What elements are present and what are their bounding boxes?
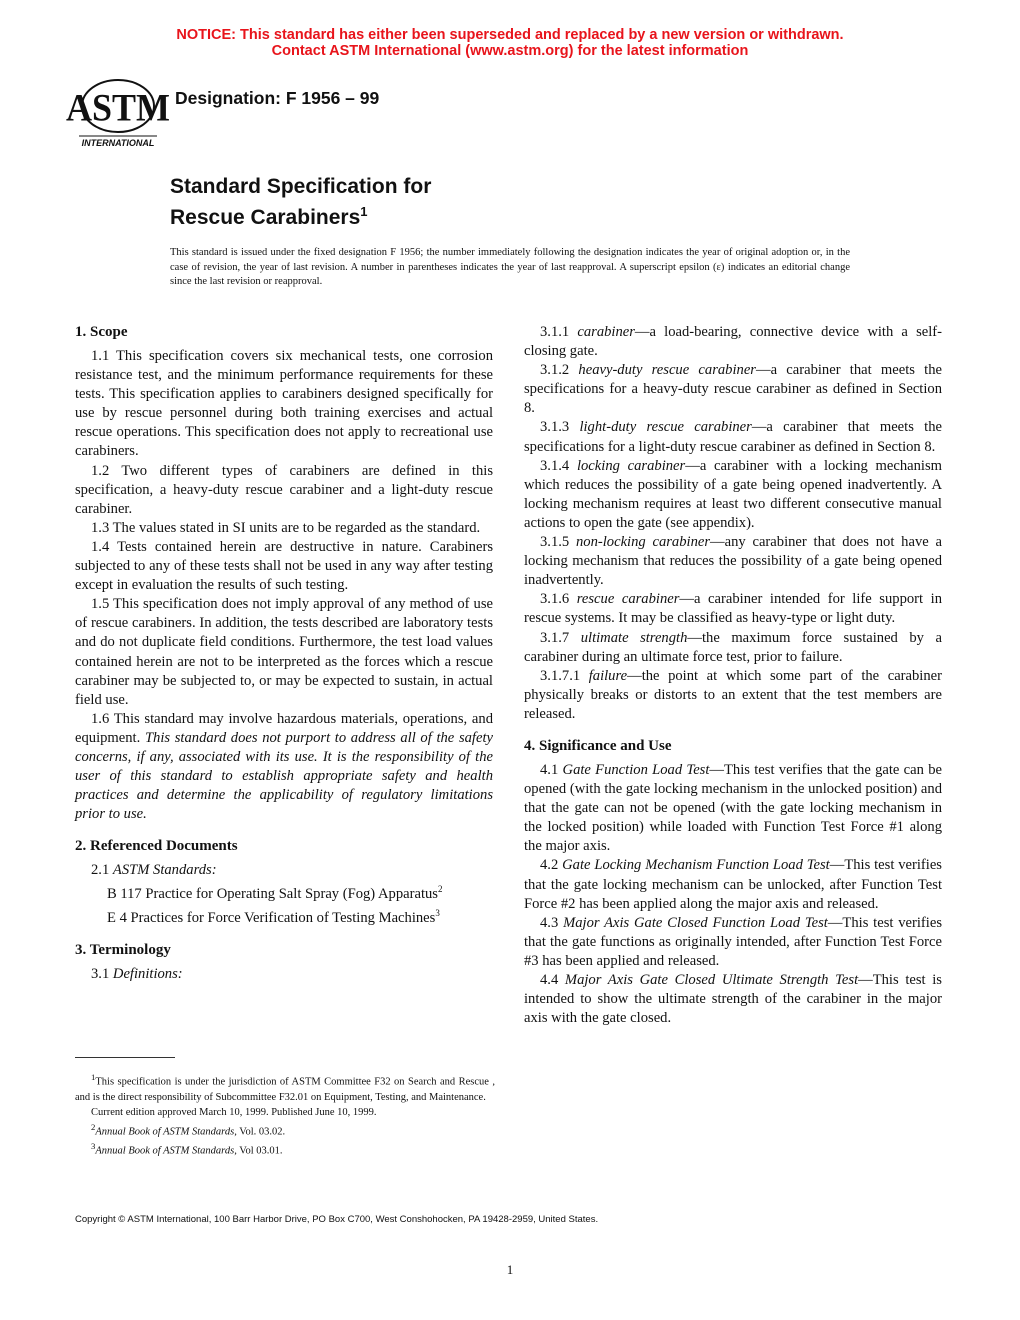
notice-line-1: NOTICE: This standard has either been superseded and replaced by a new version or withdrawn. [176,27,844,43]
paragraph-text: a carabiner intended for life support in rescue systems. It may be classified as heavy-type or light duty. [524,591,942,627]
astm-logo [66,76,170,148]
footnote [75,1139,495,1159]
paragraph: 4.2 Gate Locking Mechanism Function Load Test—This test verifies that the gate locking mechanism can be unlocked, after Function Test Force #2 has been applied along the major axis and released. [524,857,942,912]
withdrawn-notice [0,27,1020,59]
paragraph: 4.4 Major Axis Gate Closed Ultimate Strength Test—This test is intended to show the ultimate strength of the carabiner in the major axis with the gate closed. [524,972,942,1027]
section-number: 1.3 [91,519,110,536]
paragraph: 3.1.7 ultimate strength—the maximum force sustained by a carabiner during an ultimate force test, prior to failure. [524,629,942,665]
title-line-1: Standard Specification for [170,175,432,198]
paragraph [75,965,493,984]
paragraph-text: a carabiner that meets the specifications for a heavy-duty rescue carabiner as defined in Section 8. [524,362,942,417]
section-number: 3.1.3 [540,419,570,436]
defined-term: heavy-duty rescue carabiner [578,362,756,379]
paragraph-text: Two different types of carabiners are defined in this specification, a heavy-duty rescue carabiner and a light-duty rescue carabiner. [75,462,494,517]
paragraph-text: This test verifies that the gate locking mechanism can be unlocked, after Function Test Force #2 has been applied along the major axis and released. [524,857,942,912]
footnote-mark: 1 [91,1072,96,1082]
defined-term: Definitions: [112,966,183,983]
section-heading: 1. Scope [75,324,128,340]
defined-term: Gate Locking Mechanism Function Load Test [562,857,830,874]
reference-item [75,904,493,928]
defined-term: light-duty rescue carabiner [579,419,752,436]
logo-text: ASTM [66,85,170,130]
paragraph-text: Tests contained herein are destructive in nature. Carabiners subjected to any of these tests shall not be used in any way after testing except in evaluation the results of such testing. [75,538,493,594]
right-column [524,323,942,1028]
defined-term: rescue carabiner [576,591,680,608]
section-number: 3.1 [91,966,110,983]
paragraph-text: This specification does not imply approval of any method of use of rescue carabiners. In addition, the tests described are laboratory tests and do not duplicate field conditions. Furthermore, the test load values contained herein are not to be interpreted as the forces which a rescue carabiner may be subjected to, or may be expected to sustain, in actual field use. [75,596,493,708]
paragraph: 4.3 Major Axis Gate Closed Function Load Test—This test verifies that the gate functions as originally intended, after Function Test Force #3 has been applied and released. [524,914,942,969]
paragraph-text: This standard may involve hazardous materials, operations, and equipment. [75,710,493,746]
paragraph [75,861,493,880]
paragraph-text: the point at which some part of the carabiner physically breaks or distorts to an extent that the test members are released. [524,667,942,722]
paragraph: 3.1.1 carabiner—a load-bearing, connective device with a self-closing gate. [524,324,942,360]
paragraph [75,538,493,595]
paragraph [75,710,493,825]
defined-term: Gate Function Load Test [562,761,710,778]
defined-term: ASTM Standards: [112,862,217,879]
paragraph-text: This specification covers six mechanical tests, one corrosion resistance test, and the minimum performance requirements for these tests. This specification applies to carabiners designed specifically for use by rescue personnel during both training exercises and actual rescue operations. This specification does not apply to recreational use carabiners. [75,348,493,460]
defined-term: Major Axis Gate Closed Function Load Test [563,914,828,931]
paragraph [75,595,493,710]
paragraph: 4.1 Gate Function Load Test—This test verifies that the gate can be opened (with the gate locking mechanism in the unlocked position) and that the gate can not be opened (with the gate locking mechanism in the locked position) while loaded with Function Test Force #1 along the major axis. [524,761,942,855]
paragraph-text: This test is intended to show the ultimate strength of the carabiner in the major axis with the gate closed. [524,972,942,1027]
paragraph: 3.1.4 locking carabiner—a carabiner with a locking mechanism which reduces the possibility of a gate being opened inadvertently. A locking mechanism requires at least two different consecutive manual actions to open the gate (see appendix). [524,457,942,531]
section-number: 2.1 [91,862,110,879]
footnote [75,1070,495,1105]
footnote-mark: 3 [91,1141,96,1151]
title-line-2: Rescue Carabiners [170,206,361,229]
notice-line-2: Contact ASTM International (www.astm.org) for the latest information [271,43,749,59]
section-number: 4.2 [540,857,559,874]
section-number: 1.5 [91,596,110,613]
section-heading: 4. Significance and Use [524,737,672,754]
footnote [75,1105,495,1120]
paragraph: 3.1.2 heavy-duty rescue carabiner—a carabiner that meets the specifications for a heavy-duty rescue carabiner as defined in Section 8. [524,362,942,417]
copyright: Copyright © ASTM International, 100 Barr Harbor Drive, PO Box C700, West Conshohocken, PA 19428-2959, United States. [75,1214,599,1225]
reference-text: B 117 Practice for Operating Salt Spray (Fog) Apparatus [107,886,438,903]
paragraph-text: a carabiner with a locking mechanism which reduces the possibility of a gate being opened inadvertently. A locking mechanism requires at least two different consecutive manual actions to open the gate (see appendix). [524,457,942,531]
paragraph-text: a load-bearing, connective device with a self-closing gate. [524,324,942,360]
footnote-text: This specification is under the jurisdiction of ASTM Committee F32 on Search and Rescue , and is the direct responsibility of Subcommittee F32.01 on Equipment, Testing, and Maintenance. [75,1076,495,1103]
title-footnote-mark: 1 [360,204,368,219]
footnote-text: Vol. 03.02. [236,1126,286,1137]
section-number: 4.3 [540,914,559,931]
section-number: 3.1.7.1 [540,667,581,684]
defined-term: carabiner [577,324,635,340]
paragraph: 3.1.6 rescue carabiner—a carabiner intended for life support in rescue systems. It may be classified as heavy-type or light duty. [524,591,942,627]
section-heading: 2. Referenced Documents [75,838,238,855]
footnote-italic: Annual Book of ASTM Standards, [95,1126,237,1137]
section-number: 1.4 [91,538,110,555]
paragraph [75,519,493,538]
footnote-text: Current edition approved March 10, 1999. Published June 10, 1999. [91,1106,377,1118]
section-number: 3.1.4 [540,457,570,474]
page-number: 1 [506,1262,514,1277]
footnote-divider [75,1057,175,1058]
paragraph-italic-text: This standard does not purport to address all of the safety concerns, if any, associated with its use. It is the responsibility of the user of this standard to establish appropriate safety and health practices and determine the applicability of regulatory limitations prior to use. [75,729,493,823]
footnote-mark: 3 [435,908,440,919]
paragraph-text: This test verifies that the gate can be opened (with the gate locking mechanism in the unlocked position) and that the gate can not be opened (with the gate locking mechanism in the locked position) while loaded with Function Test Force #1 along the major axis. [524,761,942,855]
document-title [170,174,431,230]
section-number: 1.6 [91,710,110,727]
section-number: 3.1.2 [540,362,570,379]
footnotes [75,1070,495,1159]
section-heading: 3. Terminology [75,942,171,959]
footnote-mark: 2 [438,884,443,895]
section-number: 3.1.7 [540,629,570,646]
reference-item [75,880,493,904]
paragraph [75,347,493,462]
paragraph: 3.1.5 non-locking carabiner—any carabiner that does not have a locking mechanism that reduces the possibility of a gate being opened inadvertently. [524,534,942,589]
paragraph: 3.1.7.1 failure—the point at which some part of the carabiner physically breaks or distorts to an extent that the test members are released. [524,667,942,722]
section-number: 3.1.5 [540,534,570,551]
section-number: 1.2 [91,462,110,479]
footnote-text: Vol 03.01. [236,1145,283,1157]
issued-note: This standard is issued under the fixed designation F 1956; the number immediately following the designation indicates the year of original adoption or, in the case of revision, the year of last revision. A number in parentheses indicates the year of last reapproval. A superscript epsilon (ε) indicates an editorial change since the last revision or reapproval. [170,247,850,288]
footnote-mark: 2 [91,1121,96,1132]
defined-term: failure [588,667,628,684]
paragraph [75,462,493,519]
paragraph-text: a carabiner that meets the specifications for a light-duty rescue carabiner as defined in Section 8. [524,419,942,455]
designation: Designation: F 1956 – 99 [175,88,380,108]
left-column [75,323,493,984]
reference-text: E 4 Practices for Force Verification of Testing Machines [107,910,436,927]
section-number: 4.4 [540,972,559,988]
section-number: 1.1 [91,348,110,364]
paragraph-text: the maximum force sustained by a carabiner during an ultimate force test, prior to failure. [524,629,942,665]
footnote-italic: Annual Book of ASTM Standards, [95,1145,237,1157]
paragraph-text: any carabiner that does not have a locking mechanism that reduces the possibility of a gate being opened inadvertently. [524,534,942,589]
paragraph: 3.1.3 light-duty rescue carabiner—a carabiner that meets the specifications for a light-duty rescue carabiner as defined in Section 8. [524,419,942,455]
section-number: 3.1.6 [540,591,570,608]
defined-term: locking carabiner [576,457,686,474]
section-number: 3.1.1 [540,324,570,340]
section-number: 4.1 [540,761,559,778]
defined-term: non-locking carabiner [575,534,711,551]
defined-term: ultimate strength [580,629,688,646]
logo-subtext: INTERNATIONAL [81,138,155,148]
paragraph-text: This test verifies that the gate functions as originally intended, after Function Test Force #3 has been applied and released. [524,914,942,969]
defined-term: Major Axis Gate Closed Ultimate Strength Test [564,972,859,988]
paragraph-text: The values stated in SI units are to be regarded as the standard. [112,519,481,536]
footnote [75,1120,495,1140]
